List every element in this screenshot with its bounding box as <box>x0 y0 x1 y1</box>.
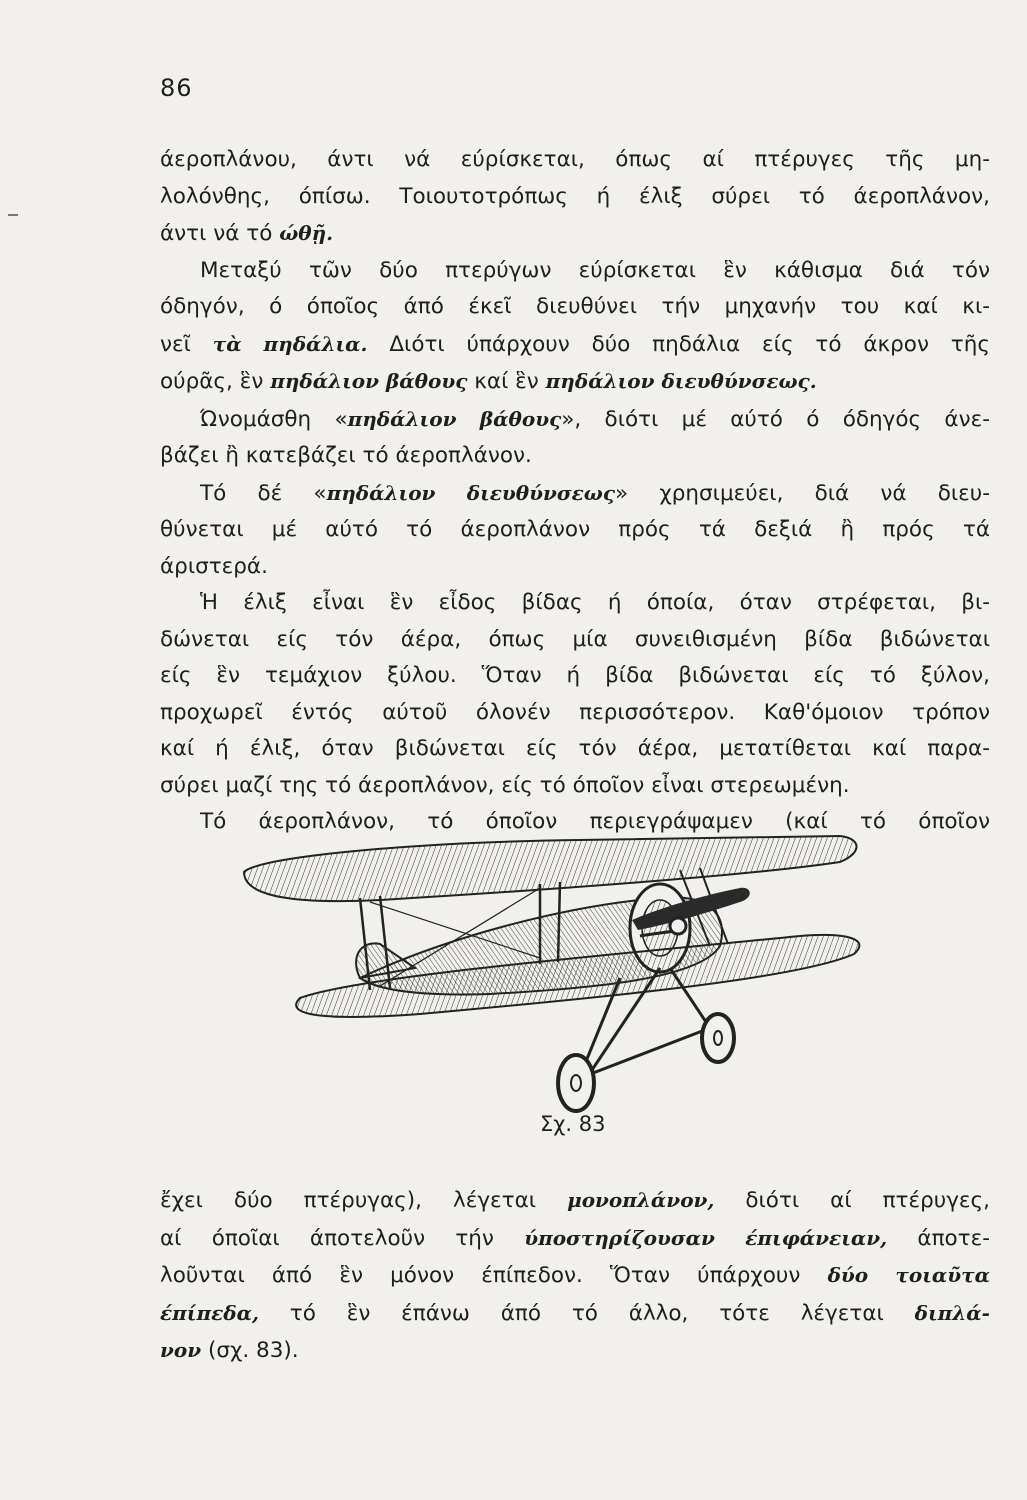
text-run: καί ἓν <box>474 369 539 394</box>
text-run: τό ἓν έπάνω άπό τό άλλο, τότε λέγεται <box>289 1300 884 1326</box>
text-run: αί όποῖαι άποτελοῦν τήν <box>160 1225 494 1251</box>
text-line: όδηγόν, ό όποῖος άπό έκεῖ διευθύνει τήν μηχανήν του καί κι- <box>160 294 990 319</box>
text-line <box>160 1220 990 1258</box>
text-line: λολόνθης, όπίσω. Τοιουτοτρόπως ή έλιξ σύρει τό άεροπλάνον, <box>160 183 990 209</box>
emphasis-text: δύο τοιαῦτα <box>827 1263 991 1287</box>
text-run: », διότι μέ αύτό ό όδηγός άνε- <box>561 406 990 432</box>
text-block-bottom <box>160 1182 990 1370</box>
emphasis-text: μονοπλάνον, <box>567 1188 715 1212</box>
upper-wing <box>244 836 857 901</box>
figure-caption: Σχ. 83 <box>540 1112 606 1136</box>
text-run: (σχ. 83). <box>207 1338 299 1363</box>
biplane-illustration <box>240 828 870 1113</box>
text-line <box>160 401 990 439</box>
emphasis-text: διπλά- <box>914 1300 990 1325</box>
text-line: άριστερά. <box>160 553 268 579</box>
emphasis-text: πηδάλιον διευθύνσεως <box>326 480 616 505</box>
text-line <box>160 1257 990 1295</box>
text-block-top <box>160 142 990 841</box>
emphasis-text: νον <box>160 1338 202 1362</box>
text-run: Διότι ύπάρχουν δύο πηδάλια είς τό άκρον τῆς <box>389 331 990 357</box>
left-wheel <box>558 1055 594 1111</box>
text-line: είς ἓν τεμάχιον ξύλου. Ὅταν ή βίδα βιδώνεται είς τό ξύλον, <box>160 663 990 688</box>
text-line <box>160 326 990 364</box>
biplane-drawing <box>240 828 870 1113</box>
emphasis-text: ώθῇ. <box>279 221 334 245</box>
text-run: διότι αί πτέρυγες, <box>745 1188 990 1213</box>
text-line <box>160 1332 990 1370</box>
text-line: δώνεται είς τόν άέρα, όπως μία συνειθισμένη βίδα βιδώνεται <box>160 626 990 652</box>
emphasis-text: πηδάλιον βάθους <box>347 406 562 431</box>
text-run: άποτε- <box>917 1225 991 1251</box>
emphasis-text: ύποστηρίζουσαν έπιφάνειαν, <box>524 1225 888 1250</box>
emphasis-text: πηδάλιον βάθους <box>270 369 468 393</box>
text-run: λοῦνται άπό ἓν μόνον έπίπεδον. Ὅταν ύπάρχουν <box>160 1263 801 1288</box>
right-wheel <box>702 1014 734 1062</box>
text-run: ἔχει δύο πτέρυγας), λέγεται <box>160 1188 537 1213</box>
text-line: Ἡ έλιξ εἶναι ἓν εἶδος βίδας ή όποία, όταν στρέφεται, βι- <box>200 590 990 615</box>
text-line <box>160 363 990 401</box>
emphasis-text: έπίπεδα, <box>160 1300 259 1325</box>
text-line <box>160 475 990 513</box>
text-line: θύνεται μέ αύτό τό άεροπλάνον πρός τά δεξιά ἢ πρός τά <box>160 517 990 542</box>
text-run: νεῖ <box>160 331 191 357</box>
text-line: άεροπλάνου, άντι νά εύρίσκεται, όπως αί πτέρυγες τῆς μη- <box>160 147 990 172</box>
text-line: προχωρεῖ έντός αύτοῦ όλονέν περισσότερον. Καθ'όμοιον τρόπον <box>160 699 990 725</box>
text-line <box>160 215 990 253</box>
text-run: Τό δέ « <box>200 480 327 506</box>
emphasis-text: τὰ πηδάλια. <box>212 331 368 356</box>
text-line: Μεταξύ τῶν δύο πτερύγων εύρίσκεται ἓν κάθισμα διά τόν <box>200 257 990 283</box>
text-line <box>160 1295 990 1333</box>
text-run: Ώνομάσθη « <box>200 406 348 432</box>
text-line: καί ή έλιξ, όταν βιδώνεται είς τόν άέρα, μετατίθεται καί παρα- <box>160 736 990 761</box>
text-line: βάζει ἢ κατεβάζει τό άεροπλάνον. <box>160 443 532 468</box>
page-number: 86 <box>160 74 193 102</box>
emphasis-text: πηδάλιον διευθύνσεως. <box>545 369 817 393</box>
text-run: άντι νά τό <box>160 221 273 246</box>
margin-mark <box>8 214 18 216</box>
text-line: σύρει μαζί της τό άεροπλάνον, είς τό όποῖον εἶναι στερεωμένη. <box>160 772 850 798</box>
text-line <box>160 1182 990 1220</box>
text-line: Τό άεροπλάνον, τό όποῖον περιεγράψαμεν (καί τό όποῖον <box>200 809 990 834</box>
text-run: ούρᾶς, ἓν <box>160 369 264 394</box>
text-run: » χρησιμεύει, διά νά διευ- <box>615 480 991 506</box>
